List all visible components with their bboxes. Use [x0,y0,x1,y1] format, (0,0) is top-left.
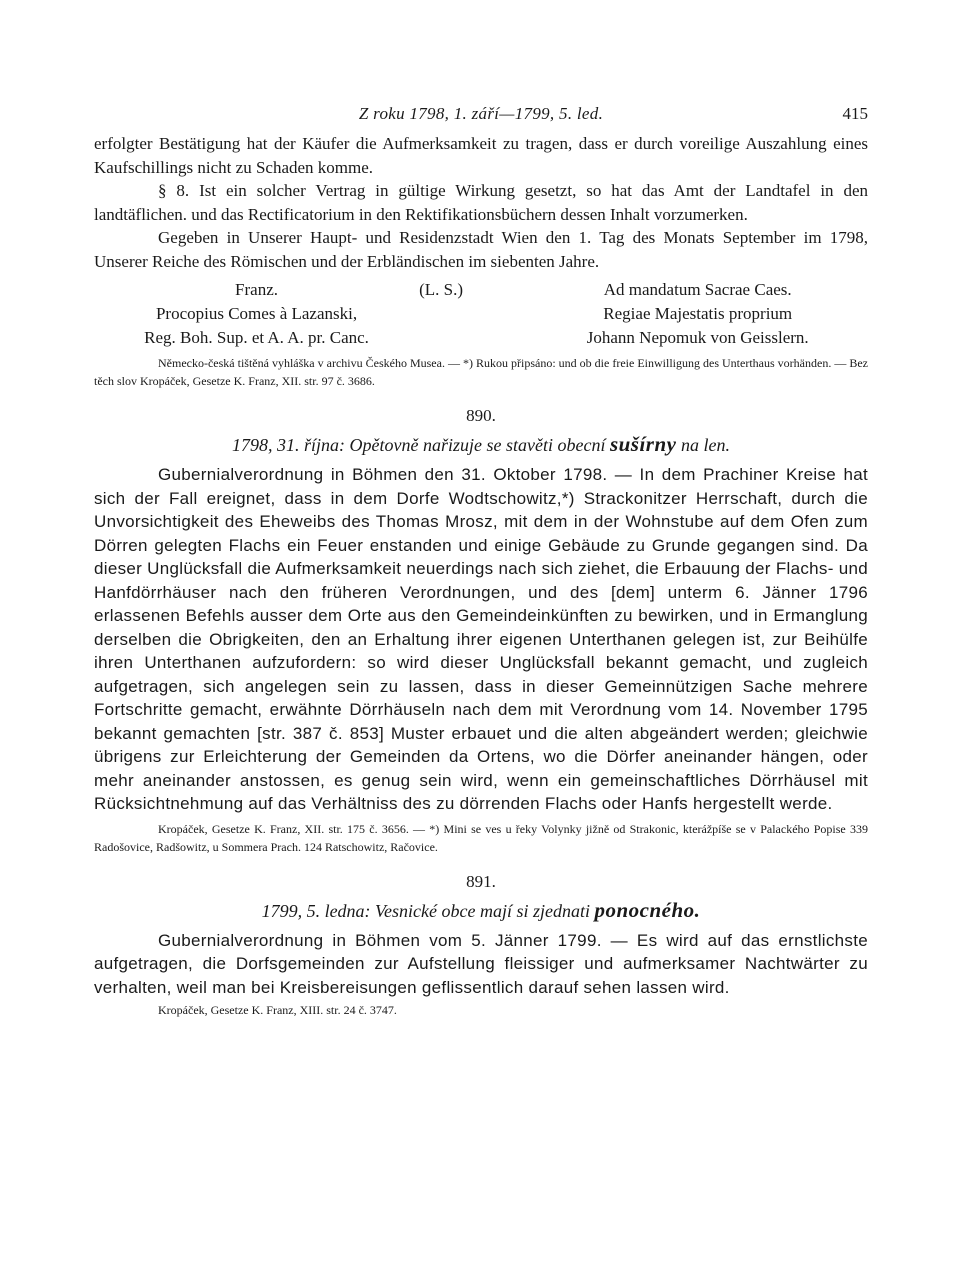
signature-row [94,328,868,352]
signature-cell: Reg. Boh. Sup. et A. A. pr. Canc. [144,328,369,347]
continuation-paragraph: erfolgter Bestätigung hat der Käufer die Aufmerksamkeit zu tragen, dass er durch voreilige Auszahlung eines Kaufschillings nicht zu Schaden komme. [94,134,868,177]
heading-text: 1798, 31. října: Opětovně nařizuje se stavěti obecní [232,435,606,455]
document-page [94,100,868,1019]
running-title: Z roku 1798, 1. září—1799, 5. led. [358,104,604,123]
document-heading-891 [94,898,868,923]
footnote-890 [94,820,868,856]
heading-keyword: sušírny [609,432,677,456]
document-body-890: Gubernialverordnung in Böhmen den 31. Oktober 1798. — In dem Prachiner Kreise hat sich der Fall ereignet, dass in dem Dorfe Wodtschowitz,*) Strackonitzer Herrschaft, durch die Unvorsichtigkeit des Eheweibs des Thomas Mrosz, mit dem in der Wohnstube auf dem Ofen zum Dörren gelegten Flachs ein Feuer enstanden und einige Gebäude zu Grunde gegangen sind. Da dieser Unglücksfall die Aufmerksamkeit neuerdings nach sich ziehet, die Erbauung der Flachs- und Hanfdörrhäuser nach den früheren Verordnungen, und des [dem] unterm 6. Jänner 1796 erlassenen Befehls ausser dem Orte aus den Gemeindeinkünften zu bewirken, und in Ermanglung derselben die Obrigkeiten, den an Erhaltung ihrer eigenen Unterthanen gelegen ist, zur Beihülfe ihren Unterthanen aufzufordern: so wird dieser Unglücksfall bekannt gemacht, und zugleich aufgetragen, sich angelegen sein zu lassen, dass in dieser Gemeinnützigen Sache mehrere Fortschritte gemacht, erwähnte Dörrhäuseln nach dem mit Verordnung vom 14. November 1795 bekannt gemachten [str. 387 č. 853] Muster erbauet und die alten abgeändert werden; gleichwie übrigens zur Erleichterung der Gemeinden da Ortens, wo die Dörfer aneinander hängen, oder mehr aneinander anstossen, es genug sein wird, wenn ein gemeinschaftliches Dörrhäusel mit Rücksichtnehmung auf das Verhältniss des zu dörrenden Flachs oder Hanfs hergestellt werde. [94,465,868,813]
footnote-891 [94,1001,868,1019]
seal-cell [419,328,527,352]
page-number: 415 [842,104,868,123]
footnote-889 [94,354,868,390]
heading-text: na len. [680,435,730,455]
signature-cell: Johann Nepomuk von Geisslern. [586,328,809,347]
seal-cell: (L. S.) [419,280,463,299]
document-number-891: 891. [466,871,496,891]
signature-cell: Procopius Comes à Lazanski, [155,304,358,323]
document-body-891: Gubernialverordnung in Böhmen vom 5. Jänner 1799. — Es wird auf das ernstlichste aufgetragen, die Dorfsgemeinden zur Aufstellung fleissiger und aufmerksamer Nachtwärter zu verhalten, weil man bei Kreisbereisungen geflissentlich darauf sehen lassen wird. [94,930,868,997]
document-number-890: 890. [466,406,496,425]
signature-block [94,280,868,352]
page-header [94,100,868,128]
heading-keyword: ponocného. [594,897,701,922]
footnote-text: Kropáček, Gesetze K. Franz, XII. str. 175 č. 3656. — *) Mini se ves u řeky Volynky jižně od Strakonic, kterážpíše se v Palackého Popise 339 Radošovice, Radšowitz, u Sommera Prach. 124 Ratschowitz, Račovice. [94,821,868,854]
signature-row [94,304,868,328]
footnote-text: Německo-česká tištěná vyhláška v archivu Českého Musea. — *) Rukou připsáno: und ob die freie Einwilligung des Unterthaus vorhänden. — Bez těch slov Kropáček, Gesetze K. Franz, XII. str. 97 č. 3686. [94,356,868,388]
signature-row [94,280,868,304]
signature-cell: Regiae Majestatis proprium [603,304,793,323]
document-heading-890 [94,432,868,457]
footnote-text: Kropáček, Gesetze K. Franz, XIII. str. 24 č. 3747. [158,1003,397,1017]
signature-cell: Ad mandatum Sacrae Caes. [603,280,792,299]
paragraph-8: § 8. Ist ein solcher Vertrag in gültige Wirkung gesetzt, so hat das Amt der Landtafel in den landtäflichen. und das Rectificatorium in den Rektifikationsbüchern dessen Inhalt vorzumerken. [94,181,868,224]
heading-text: 1799, 5. ledna: Vesnické obce mají si zjednati [261,900,590,921]
signature-cell: Franz. [235,280,279,299]
given-paragraph: Gegeben in Unserer Haupt- und Residenzstadt Wien den 1. Tag des Monats September im 1798, Unserer Reiche des Römischen und der Erbländischen im siebenten Jahre. [94,228,868,271]
seal-cell [419,304,527,328]
